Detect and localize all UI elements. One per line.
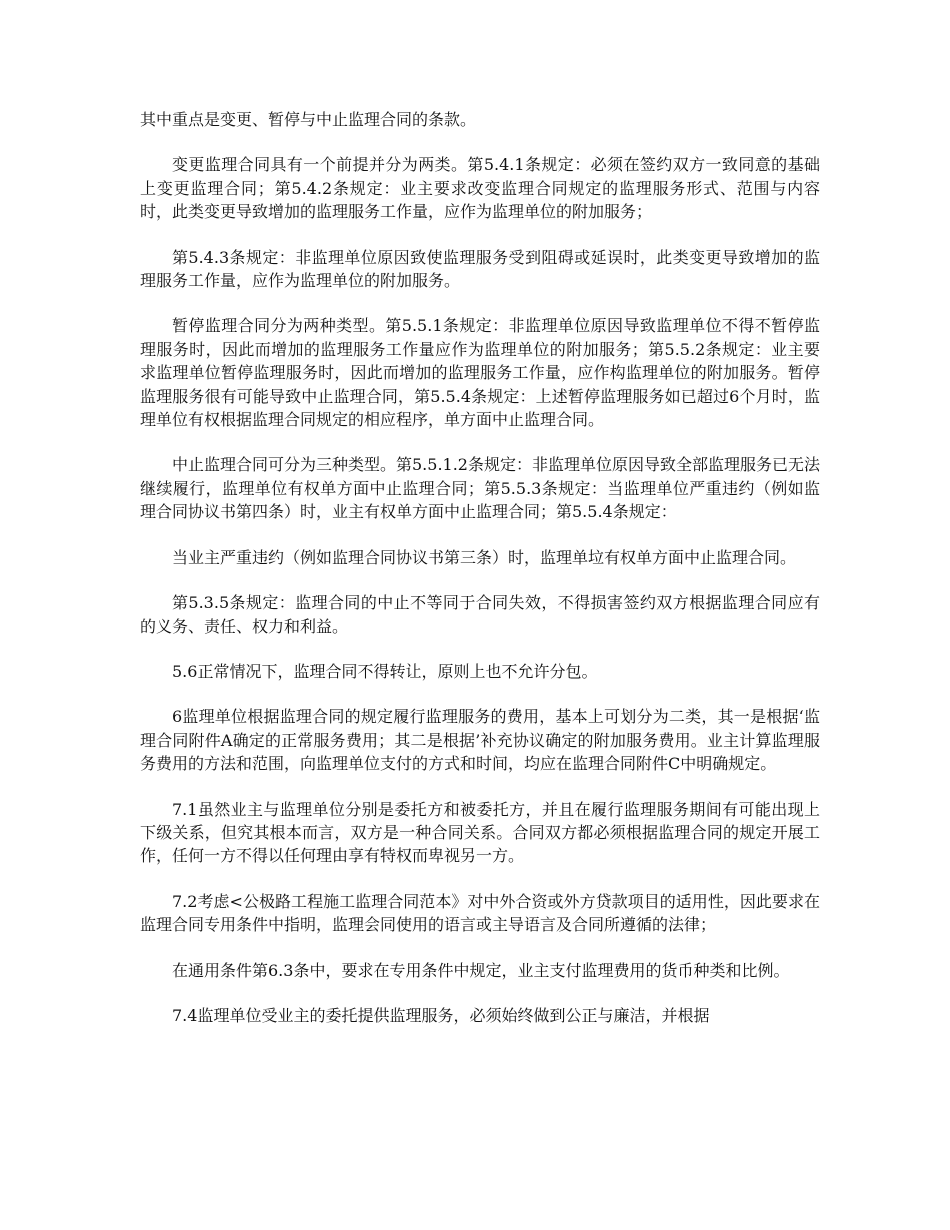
document-body	[140, 108, 820, 1027]
paragraph-4: 暂停监理合同分为两种类型。第5.5.1条规定：非监理单位原因导致监理单位不得不暂停监理服务时，因此而增加的监理服务工作量应作为监理单位的附加服务；第5.5.2条规定：业主要求监理单位暂停监理服务时，因此而增加的监理服务工作量，应作构监理单位的附加服务。暂停监理服务很有可能导致中止监理合同，第5.5.4条规定：上述暂停监理服务如已超过6个月时，监理单位有权根据监理合同规定的相应程序，单方面中止监理合同。	[140, 316, 820, 430]
paragraph-3: 第5.4.3条规定：非监理单位原因致使监理服务受到阻碍或延误时，此类变更导致增加的监理服务工作量，应作为监理单位的附加服务。	[140, 247, 820, 291]
paragraph-6: 当业主严重违约（例如监理合同协议书第三条）时，监理单垃有权单方面中止监理合同。	[172, 547, 797, 567]
paragraph-5: 中止监理合同可分为三种类型。第5.5.1.2条规定：非监理单位原因导致全部监理服务已无法继续履行，监理单位有权单方面中止监理合同；第5.5.3条规定：当监理单位严重违约（例如监理合同协议书第四条）时，业主有权单方面中止监理合同；第5.5.4条规定：	[140, 455, 820, 522]
paragraph-1: 其中重点是变更、暂停与中止监理合同的条款。	[140, 110, 477, 129]
paragraph-7: 第5.3.5条规定：监理合同的中止不等同于合同失效，不得损害签约双方根据监理合同应有的义务、责任、权力和利益。	[140, 593, 820, 636]
paragraph-13: 7.4监理单位受业主的委托提供监理服务，必须始终做到公正与廉洁，并根据	[172, 1005, 710, 1025]
paragraph-11: 7.2考虑<公极路工程施工监理合同范本》对中外合资或外方贷款项目的适用性，因此要求在监理合同专用条件中指明，监理会同使用的语言或主导语言及合同所遵循的法律；	[140, 891, 820, 935]
paragraph-8: 5.6正常情况下，监理合同不得转让，原则上也不允许分包。	[172, 661, 598, 681]
paragraph-12: 在通用条件第6.3条中，要求在专用条件中规定，业主支付监理费用的货币种类和比例。	[172, 960, 790, 980]
paragraph-10: 7.1虽然业主与监理单位分别是委托方和被委托方，并且在履行监理服务期间有可能出现上下级关系，但究其根本而言，双方是一种合同关系。合同双方都必须根据监理合同的规定开展工作，任何一方不得以任何理由享有特权而卑视另一方。	[140, 799, 820, 866]
paragraph-2: 变更监理合同具有一个前提并分为两类。第5.4.1条规定：必须在签约双方一致同意的基础上变更监理合同；第5.4.2条规定：业主要求改变监理合同规定的监理服务形式、范围与内容时，此类变更导致增加的监理服务工作量，应作为监理单位的附加服务；	[140, 155, 820, 222]
paragraph-9: 6监理单位根据监理合同的规定履行监理服务的费用，基本上可划分为二类，其一是根据‘监理合同附件A确定的正常服务费用；其二是根据’补充协议确定的附加服务费用。业主计算监理服务费用的方法和范围，向监理单位支付的方式和时间，均应在监理合同附件C中明确规定。	[140, 707, 820, 774]
